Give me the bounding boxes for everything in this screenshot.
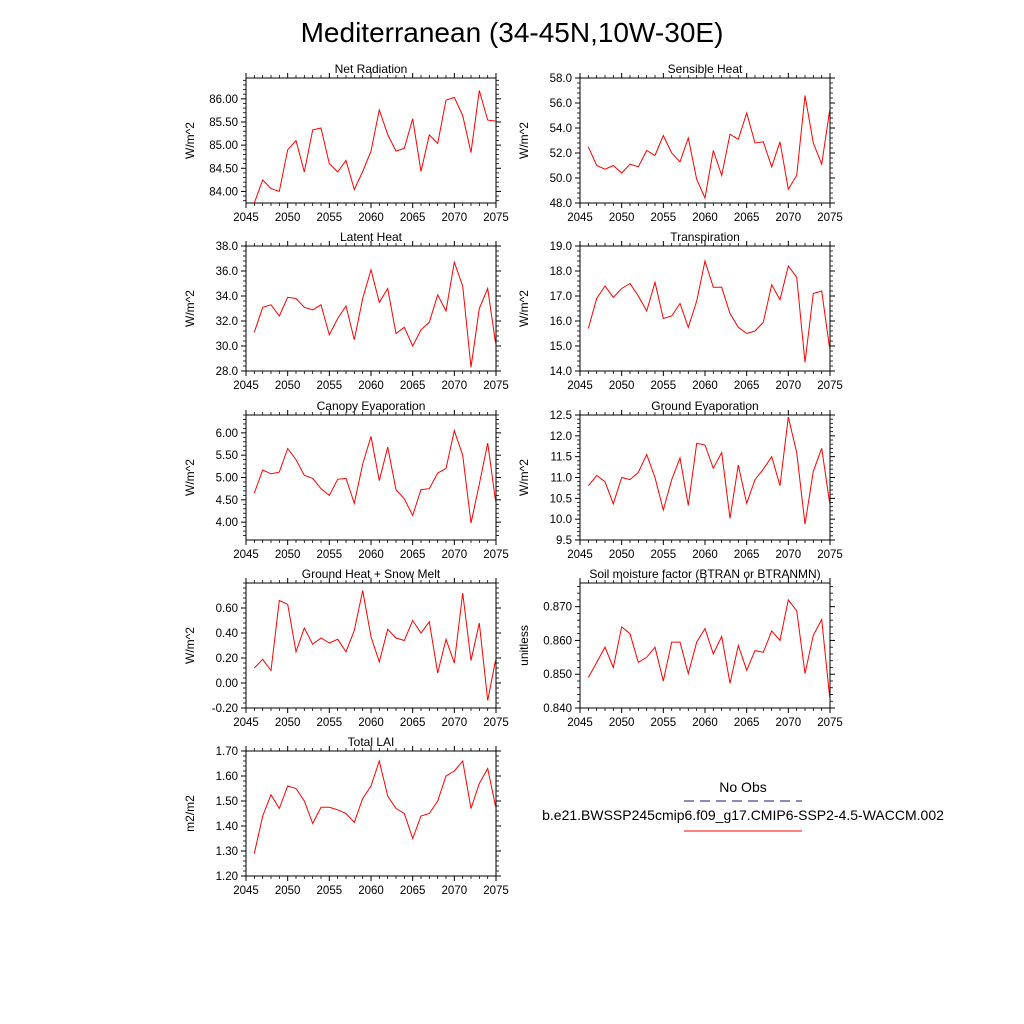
soil-moisture-factor-btran-or-btranmn-xtick-label: 2070: [775, 717, 802, 729]
net-radiation-xtick-label: 2055: [316, 212, 343, 224]
ground-heat-snow-melt-ylabel: W/m^2: [183, 627, 197, 664]
ground-heat-snow-melt-ytick-label: 0.60: [215, 603, 238, 615]
sensible-heat-title: Sensible Heat: [667, 62, 743, 76]
ground-evaporation-ytick-label: 9.5: [556, 535, 572, 547]
sensible-heat-xtick-label: 2060: [692, 212, 718, 224]
net-radiation-ytick-label: 85.00: [209, 140, 238, 153]
sensible-heat-xtick-label: 2065: [733, 212, 760, 224]
canopy-evaporation-ytick-label: 4.50: [215, 494, 238, 507]
soil-moisture-factor-btran-or-btranmn-ytick-label: 0.850: [543, 669, 572, 682]
soil-moisture-factor-btran-or-btranmn-xtick-label: 2045: [567, 717, 593, 729]
total-lai-ytick-label: 1.30: [215, 846, 238, 858]
latent-heat-xtick-label: 2075: [483, 380, 509, 392]
sensible-heat-xtick-label: 2070: [775, 212, 802, 224]
ground-heat-snow-melt-xtick-label: 2070: [441, 717, 468, 729]
canopy-evaporation-ytick-label: 4.00: [215, 517, 238, 530]
transpiration-xtick-label: 2055: [650, 380, 677, 392]
figure-title: Mediterranean (34-45N,10W-30E): [300, 17, 724, 48]
ground-evaporation-xtick-label: 2055: [650, 549, 677, 561]
ground-evaporation-ytick-label: 12.5: [549, 410, 572, 422]
latent-heat-ytick-label: 38.0: [215, 241, 238, 253]
canopy-evaporation-xtick-label: 2060: [358, 549, 384, 561]
soil-moisture-factor-btran-or-btranmn-xtick-label: 2050: [608, 717, 635, 729]
ground-evaporation-xtick-label: 2065: [733, 549, 760, 561]
latent-heat-xtick-label: 2050: [274, 380, 301, 392]
total-lai-ytick-label: 1.20: [215, 871, 238, 883]
canopy-evaporation-ytick-label: 5.00: [215, 472, 238, 485]
canopy-evaporation-xtick-label: 2075: [483, 549, 509, 561]
total-lai-xtick-label: 2050: [274, 885, 301, 897]
ground-evaporation-xtick-label: 2075: [817, 549, 843, 561]
canopy-evaporation-xtick-label: 2050: [274, 549, 301, 561]
legend-obs-label: No Obs: [719, 779, 767, 795]
latent-heat-xtick-label: 2045: [233, 380, 259, 392]
sensible-heat-ytick-label: 54.0: [549, 123, 572, 135]
total-lai-xtick-label: 2060: [358, 885, 384, 897]
net-radiation-ytick-label: 86.00: [209, 93, 238, 106]
latent-heat-ytick-label: 30.0: [215, 341, 238, 353]
ground-heat-snow-melt-xtick-label: 2045: [233, 717, 259, 729]
net-radiation-ylabel: W/m^2: [183, 122, 197, 159]
soil-moisture-factor-btran-or-btranmn-xtick-label: 2060: [692, 717, 718, 729]
transpiration-ytick-label: 19.0: [549, 241, 572, 253]
sensible-heat-ytick-label: 52.0: [549, 148, 572, 160]
net-radiation-xtick-label: 2045: [233, 212, 259, 224]
ground-evaporation-xtick-label: 2070: [775, 549, 802, 561]
total-lai-xtick-label: 2070: [441, 885, 468, 897]
ground-evaporation-ytick-label: 11.5: [550, 451, 572, 464]
transpiration-xtick-label: 2050: [608, 380, 635, 392]
soil-moisture-factor-btran-or-btranmn-ytick-label: 0.870: [543, 601, 572, 614]
latent-heat-ylabel: W/m^2: [183, 290, 197, 327]
total-lai-ylabel: m2/m2: [183, 795, 197, 832]
canopy-evaporation-xtick-label: 2055: [316, 549, 343, 561]
ground-heat-snow-melt-ytick-label: 0.00: [215, 678, 238, 690]
sensible-heat-xtick-label: 2055: [650, 212, 677, 224]
net-radiation-title: Net Radiation: [334, 62, 408, 76]
net-radiation-xtick-label: 2075: [483, 212, 509, 224]
total-lai-title: Total LAI: [347, 735, 395, 749]
net-radiation-xtick-label: 2065: [399, 212, 426, 224]
net-radiation-xtick-label: 2060: [358, 212, 384, 224]
canopy-evaporation-ytick-label: 6.00: [215, 427, 238, 440]
latent-heat-xtick-label: 2055: [316, 380, 343, 392]
ground-heat-snow-melt-xtick-label: 2055: [316, 717, 343, 729]
ground-heat-snow-melt-xtick-label: 2075: [483, 717, 509, 729]
ground-evaporation-ylabel: W/m^2: [517, 459, 531, 496]
canopy-evaporation-ylabel: W/m^2: [183, 459, 197, 496]
canopy-evaporation-xtick-label: 2065: [399, 549, 426, 561]
ground-evaporation-ytick-label: 11.0: [550, 472, 572, 485]
transpiration-xtick-label: 2045: [567, 380, 593, 392]
latent-heat-ytick-label: 34.0: [215, 291, 238, 303]
latent-heat-ytick-label: 32.0: [215, 316, 238, 328]
ground-evaporation-title: Ground Evaporation: [651, 399, 759, 413]
sensible-heat-ytick-label: 48.0: [549, 198, 572, 210]
transpiration-xtick-label: 2070: [775, 380, 802, 392]
total-lai-xtick-label: 2045: [233, 885, 259, 897]
latent-heat-ytick-label: 28.0: [215, 366, 238, 378]
soil-moisture-factor-btran-or-btranmn-ytick-label: 0.840: [543, 703, 572, 715]
canopy-evaporation-title: Canopy Evaporation: [316, 399, 426, 413]
latent-heat-xtick-label: 2070: [441, 380, 468, 392]
transpiration-ytick-label: 18.0: [549, 266, 572, 278]
net-radiation-ytick-label: 85.50: [209, 116, 238, 129]
sensible-heat-ytick-label: 56.0: [549, 98, 572, 110]
canopy-evaporation-xtick-label: 2070: [441, 549, 468, 561]
total-lai-ytick-label: 1.60: [215, 771, 238, 783]
total-lai-ytick-label: 1.50: [215, 796, 238, 808]
latent-heat-xtick-label: 2060: [358, 380, 384, 392]
transpiration-ytick-label: 14.0: [549, 366, 572, 378]
ground-heat-snow-melt-title: Ground Heat + Snow Melt: [301, 567, 441, 581]
ground-evaporation-xtick-label: 2050: [608, 549, 635, 561]
sensible-heat-ytick-label: 50.0: [549, 173, 572, 185]
ground-heat-snow-melt-ytick-label: 0.20: [215, 653, 238, 665]
sensible-heat-xtick-label: 2050: [608, 212, 635, 224]
canopy-evaporation-xtick-label: 2045: [233, 549, 259, 561]
total-lai-ytick-label: 1.40: [215, 821, 238, 833]
soil-moisture-factor-btran-or-btranmn-title: Soil moisture factor (BTRAN or BTRANMN): [589, 567, 821, 581]
sensible-heat-ylabel: W/m^2: [517, 122, 531, 159]
transpiration-ytick-label: 16.0: [549, 316, 572, 328]
transpiration-xtick-label: 2060: [692, 380, 718, 392]
transpiration-title: Transpiration: [670, 230, 740, 244]
net-radiation-ytick-label: 84.00: [209, 186, 238, 199]
total-lai-xtick-label: 2065: [399, 885, 426, 897]
ground-evaporation-ytick-label: 10.5: [549, 493, 572, 506]
soil-moisture-factor-btran-or-btranmn-ylabel: unitless: [517, 625, 531, 666]
ground-heat-snow-melt-ytick-label: 0.40: [215, 628, 238, 640]
ground-evaporation-ytick-label: 10.0: [549, 514, 572, 527]
ground-heat-snow-melt-xtick-label: 2060: [358, 717, 384, 729]
total-lai-ytick-label: 1.70: [215, 746, 238, 758]
soil-moisture-factor-btran-or-btranmn-xtick-label: 2055: [650, 717, 677, 729]
ground-heat-snow-melt-ytick-label: -0.20: [211, 703, 238, 715]
transpiration-xtick-label: 2065: [733, 380, 760, 392]
sensible-heat-xtick-label: 2045: [567, 212, 593, 224]
total-lai-xtick-label: 2075: [483, 885, 509, 897]
legend-model-label: b.e21.BWSSP245cmip6.f09_g17.CMIP6-SSP2-4.5-WACCM.002: [542, 807, 944, 823]
transpiration-xtick-label: 2075: [817, 380, 843, 392]
transpiration-ytick-label: 17.0: [549, 291, 572, 303]
net-radiation-xtick-label: 2070: [441, 212, 468, 224]
sensible-heat-ytick-label: 58.0: [549, 73, 572, 85]
transpiration-ytick-label: 15.0: [549, 341, 572, 353]
soil-moisture-factor-btran-or-btranmn-xtick-label: 2065: [733, 717, 760, 729]
latent-heat-ytick-label: 36.0: [215, 266, 238, 278]
latent-heat-title: Latent Heat: [339, 230, 403, 244]
total-lai-xtick-label: 2055: [316, 885, 343, 897]
canopy-evaporation-ytick-label: 5.50: [215, 450, 238, 463]
ground-evaporation-xtick-label: 2060: [692, 549, 718, 561]
ground-heat-snow-melt-xtick-label: 2065: [399, 717, 426, 729]
net-radiation-ytick-label: 84.50: [209, 163, 238, 176]
soil-moisture-factor-btran-or-btranmn-xtick-label: 2075: [817, 717, 843, 729]
transpiration-ylabel: W/m^2: [517, 290, 531, 327]
ground-evaporation-ytick-label: 12.0: [549, 430, 572, 443]
ground-evaporation-xtick-label: 2045: [567, 549, 593, 561]
sensible-heat-xtick-label: 2075: [817, 212, 843, 224]
soil-moisture-factor-btran-or-btranmn-ytick-label: 0.860: [543, 635, 572, 648]
latent-heat-xtick-label: 2065: [399, 380, 426, 392]
ground-heat-snow-melt-xtick-label: 2050: [274, 717, 301, 729]
net-radiation-xtick-label: 2050: [274, 212, 301, 224]
